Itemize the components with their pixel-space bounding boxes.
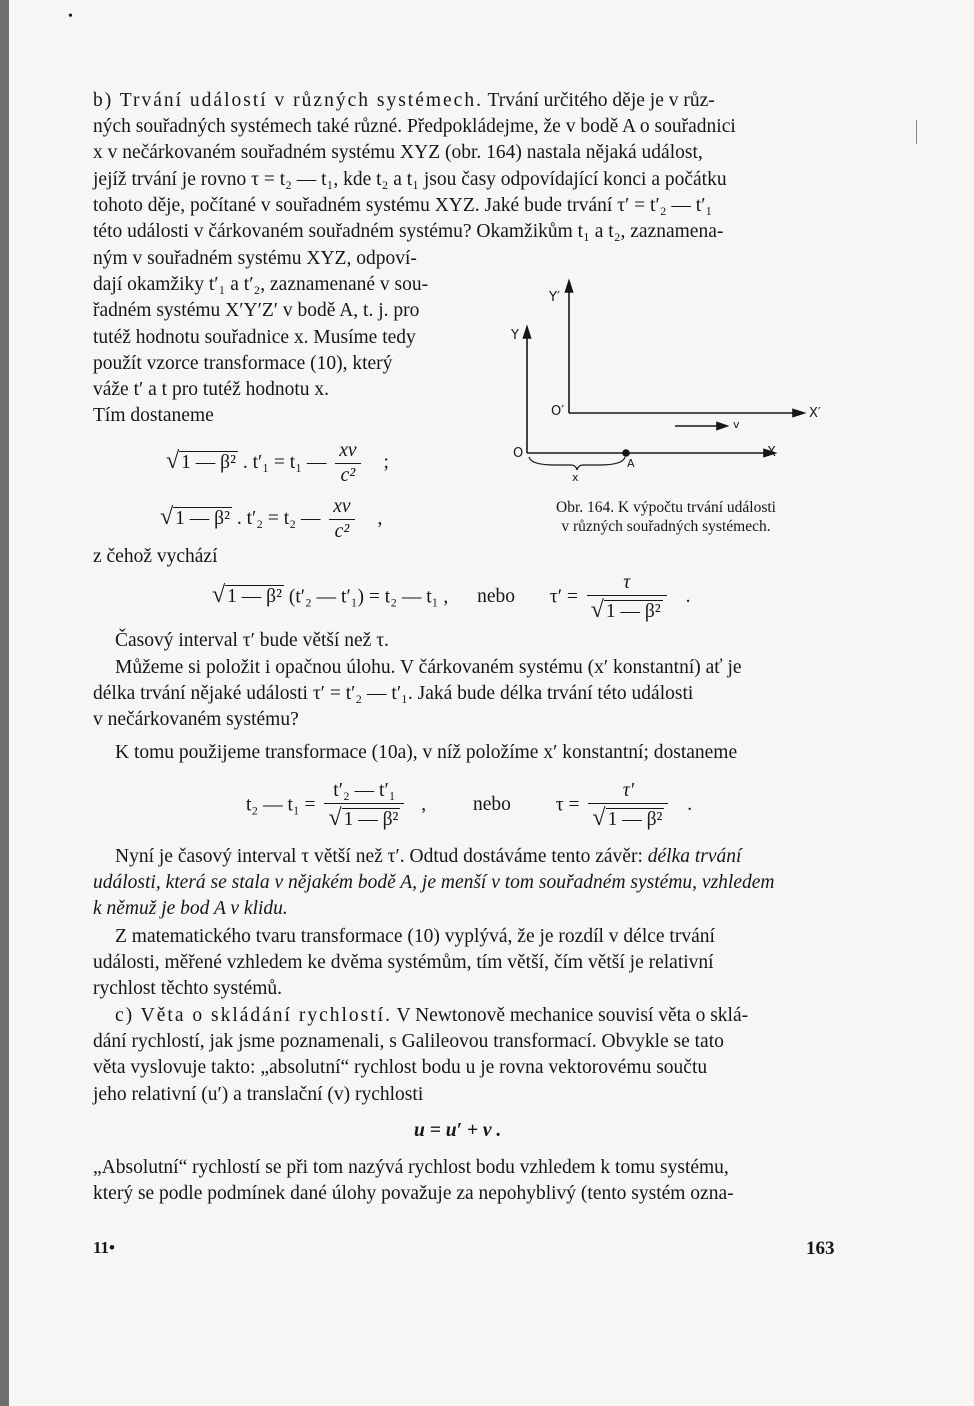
section-heading-c: c) Věta o skládání rychlostí. [115,1005,392,1026]
section-heading-b: b) Trvání událostí v různých systémech. [93,90,483,111]
equation-1: √ 1 — β² . t′₁ = t₁ — $\frac{xv}{\text{c²}}$ ; [166,440,389,486]
equation-2: √ 1 — β² . t′₂ = t₂ — $\frac{xv}{\text{c²}}$ , [160,496,383,542]
margin-mark [916,120,917,144]
text-line: věta vyslovuje takto: „absolutní“ rychlost bodu u je rovna vektorovému součtu [93,1057,708,1079]
text-line: události, měřené vzhledem ke dvěma systémům, tím větší, čím větší je relativní [93,952,714,974]
label-x-axis: X [767,445,776,460]
text-line: jeho relativní (u′) a translační (v) rychlosti [93,1083,424,1105]
text-line: váže t′ a t pro tutéž hodnotu x. [93,379,330,401]
text-line: dání rychlostí, jak jsme poznamenali, s Galileovou transformací. Obvykle se tato [93,1031,724,1053]
label-v: v [733,418,740,431]
paragraph-math-form [93,924,841,1003]
paragraph-time-of-events [93,88,841,245]
text-line: použít vzorce transformace (10), který [93,352,393,374]
text-transformace-10a: K tomu použijeme transformace (10a), v níž položíme x′ konstantní; dostaneme [115,742,738,763]
text-line: Nyní je časový interval τ větší než τ′. Odtud dostáváme tento závěr: délka trvání [115,846,742,867]
velocity-arrow-head [717,423,727,430]
label-x-prime: X′ [809,406,821,421]
text-line: tutéž hodnotu souřadnice x. Musíme tedy [93,326,416,348]
text-line: Můžeme si položit i opačnou úlohu. V čárkovaném systému (x′ konstantní) ať je [115,657,742,678]
sqrt-expression: √ 1 — β² [166,447,236,474]
label-y-prime: Y′ [549,290,560,305]
label-x-distance: x [572,471,579,484]
sqrt-expression: √ 1 — β² [212,582,282,609]
paragraph-opposite-task [93,655,841,734]
text-casovy-interval: Časový interval τ′ bude větší než τ. [115,630,389,651]
fraction: $\frac{\tau'}{\text{√ 1 — β²}}$ [588,780,668,832]
text-line: řadném systému X′Y′Z′ v bodě A, t. j. pro [93,300,420,322]
paragraph-velocity-addition [93,1003,841,1108]
point-a [623,450,629,456]
x-prime-axis-arrow [793,410,804,417]
text-line: Z matematického tvaru transformace (10) vyplývá, že je rozdíl v délce trvání [115,926,715,947]
equation-4: t₂ — t₁ = $\frac{\text{t′₂ — t′₁}}{\text{√ 1 — β²}}$ , nebo τ = $\frac{\tau'}{\text{√ 1 — β²}}$ . [246,780,693,831]
paragraph-conclusion [93,844,841,923]
stray-dot: • [68,9,73,24]
x-distance-brace [529,457,625,470]
fraction: $\frac{\tau}{\text{√ 1 — β²}}$ [587,572,667,624]
label-o: O [513,446,524,461]
caption-line: Obr. 164. K výpočtu trvání události [556,499,776,516]
fraction: $\frac{xv}{\text{c²}}$ [329,496,354,543]
text-line: délka trvání nějaké události τ′ = t′₂ — t′₁. Jaká bude délka trvání této události [93,683,694,705]
text-line: ným v souřadném systému XYZ, odpoví- [93,248,417,269]
caption-line: v různých souřadných systémech. [561,518,771,535]
sqrt-expression: √ 1 — β² [160,503,230,530]
text-line: rychlost těchto systémů. [93,978,283,1000]
page-number: 163 [806,1238,835,1259]
label-y: Y [511,328,519,343]
coordinate-systems-figure [505,275,835,490]
footer-signature: 11• [93,1238,116,1257]
figure-caption [510,498,822,536]
text-line: této události v čárkovaném souřadném systému? Okamžikům t₁ a t₂, zaznamena- [93,221,724,243]
text-line: ných souřadných systémech také různé. Předpokládejme, že v bodě A o souřadnici [93,116,736,138]
y-axis-arrow [524,327,531,338]
fraction: $\frac{\text{t′₂ — t′₁}}{\text{√ 1 — β²}}$ [324,780,404,832]
text-line: dají okamžiky t′₁ a t′₂, zaznamenané v sou- [93,274,429,296]
label-a: A [627,457,635,470]
scan-edge-shadow [0,0,9,1406]
text-line: x v nečárkovaném souřadném systému XYZ (obr. 164) nastala nějaká událost, [93,142,703,164]
text-z-cehoz: z čehož vychází [93,546,218,567]
equation-velocity-sum: u = u′ + v . [414,1120,502,1141]
text-line: v nečárkovaném systému? [93,709,299,731]
text-line: b) Trvání událostí v různých systémech. Trvání určitého děje je v růz- [93,90,715,111]
text-line: události, která se stala v nějakém bodě A, je menší v tom souřadném systému, vzhledem [93,872,775,894]
fraction: $\frac{xv}{\text{c²}}$ [335,440,360,487]
equation-3: √ 1 — β² (t′₂ — t′₁) = t₂ — t₁ , nebo τ′ = $\frac{\tau}{\text{√ 1 — β²}}$ . [212,572,691,623]
label-o-prime: O′ [551,404,565,419]
text-line: tohoto děje, počítané v souřadném systému XYZ. Jaké bude trvání τ′ = t′₂ — t′₁ [93,194,713,216]
text-line: c) Věta o skládání rychlostí. V Newtonově mechanice souvisí věta o sklá- [115,1005,749,1026]
paragraph-left-column [93,246,469,429]
text-line: který se podle podmínek dané úlohy považuje za nepohyblivý (tento systém ozna- [93,1183,734,1205]
paragraph-absolute-velocity [93,1155,841,1207]
text-line: jejíž trvání je rovno τ = t₂ — t₁, kde t₂ a t₁ jsou časy odpovídající konci a počátku [93,168,727,190]
text-line: Tím dostaneme [93,405,214,427]
y-prime-axis-arrow [566,281,573,292]
text-line: k němuž je bod A v klidu. [93,898,288,920]
text-line: „Absolutní“ rychlostí se při tom nazývá rychlost bodu vzhledem k tomu systému, [93,1157,729,1178]
